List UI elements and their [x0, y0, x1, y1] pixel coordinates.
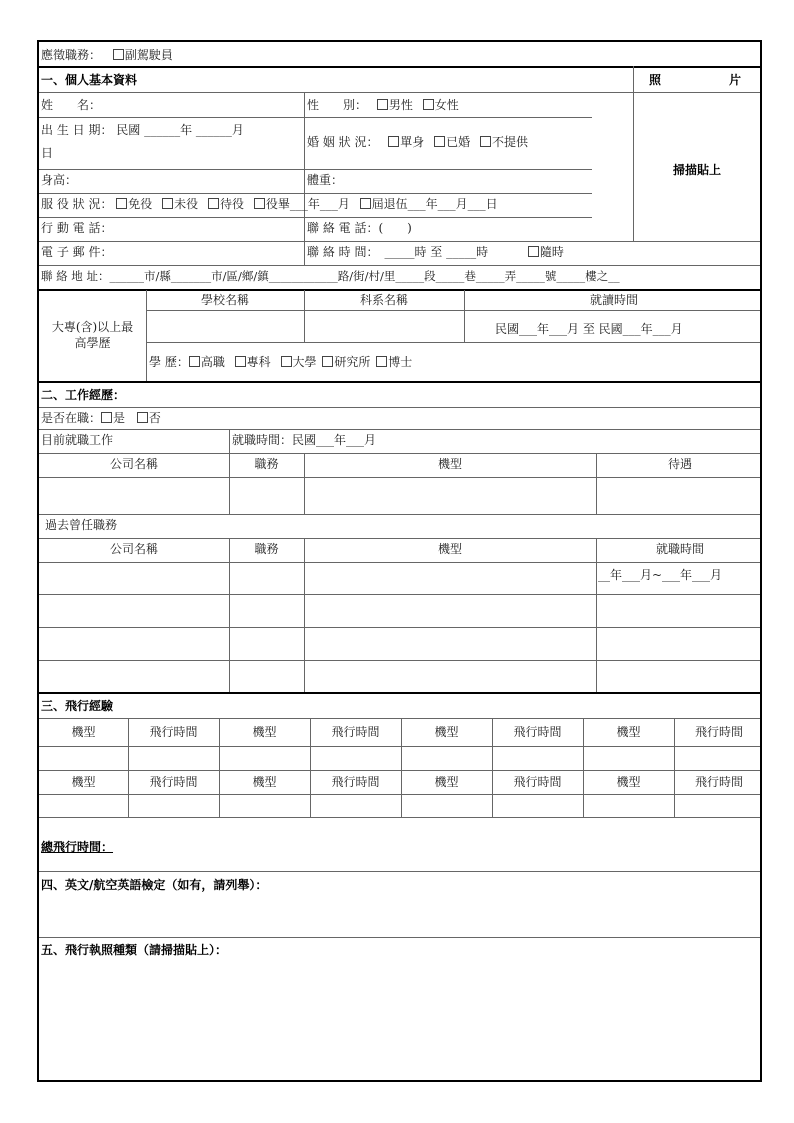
- height-label[interactable]: 身高：: [41, 173, 78, 187]
- section-english-title[interactable]: 四、英文/航空英語檢定（如有，請列舉）：: [41, 878, 268, 892]
- section-license-title[interactable]: 五、飛行執照種類（請掃描貼上）：: [41, 943, 228, 957]
- study-period-value[interactable]: 民國___年___月 至 民國___年___月: [495, 322, 683, 336]
- current-role-header: 職務: [254, 457, 279, 471]
- birth-date-label[interactable]: 出 生 日 期： 民國 ______年 ______月: [41, 123, 244, 137]
- past-model-header: 機型: [437, 542, 462, 556]
- no-info-label: 不提供: [491, 135, 528, 149]
- degree-label: 學 歷：: [149, 355, 189, 369]
- past-jobs-label: 過去曾任職務: [45, 518, 118, 532]
- section-work-title: 二、工作經歷：: [41, 388, 126, 402]
- male-checkbox[interactable]: [377, 99, 388, 110]
- flight-model-header-2: 機型: [252, 725, 277, 739]
- degree-3-checkbox[interactable]: [281, 356, 292, 367]
- employed-yes-checkbox[interactable]: [101, 412, 112, 423]
- mobile-label[interactable]: 行 動 電 話：: [41, 221, 113, 235]
- name-label: 姓 名：: [41, 98, 102, 112]
- past-period-header: 就職時間: [655, 542, 704, 556]
- not-served-label: 未役: [174, 197, 199, 211]
- photo-label-2: 片: [729, 73, 742, 87]
- flight-hours-header-2: 飛行時間: [331, 725, 380, 739]
- employed-field: [41, 411, 161, 425]
- current-company-header: 公司名稱: [109, 457, 158, 471]
- single-label: 單身: [400, 135, 425, 149]
- retire-label: 屆退伍___年___月___日: [371, 197, 498, 211]
- position-checkbox[interactable]: [113, 49, 124, 60]
- photo-area[interactable]: 掃描貼上: [673, 163, 722, 177]
- served-label: 役畢___年___月: [265, 197, 350, 211]
- photo-label-1: 照: [649, 73, 662, 87]
- flight-model-header-5: 機型: [71, 775, 96, 789]
- phone-label[interactable]: 聯 絡 電 話：( ): [307, 221, 412, 235]
- education-row-label-2: 高學歷: [74, 336, 111, 350]
- flight-hours-header-5: 飛行時間: [149, 775, 198, 789]
- marital-label: 婚 姻 狀 況：: [307, 135, 379, 149]
- degree-field: [149, 355, 412, 369]
- degree-5-checkbox[interactable]: [376, 356, 387, 367]
- female-label: 女性: [434, 98, 459, 112]
- military-label: 服 役 狀 況：: [41, 197, 113, 211]
- flight-model-header-4: 機型: [616, 725, 641, 739]
- position-field[interactable]: [41, 48, 173, 62]
- contact-time-label: 聯 絡 時 間： _____時 至 _____時: [307, 245, 489, 259]
- degree-2-label: 專科: [246, 355, 271, 369]
- anytime-checkbox[interactable]: [528, 246, 539, 257]
- section-flight-title: 三、飛行經驗: [41, 699, 114, 713]
- married-label: 已婚: [446, 135, 471, 149]
- degree-5-label: 博士: [388, 355, 413, 369]
- degree-3-label: 大學: [292, 355, 317, 369]
- flight-model-header-7: 機型: [434, 775, 459, 789]
- degree-1-label: 高職: [200, 355, 225, 369]
- degree-4-checkbox[interactable]: [322, 356, 333, 367]
- total-flight-time-label[interactable]: 總飛行時間：: [41, 840, 114, 854]
- employed-no-label: 否: [148, 411, 161, 425]
- single-checkbox[interactable]: [388, 136, 399, 147]
- position-option: 副駕駛員: [124, 48, 173, 62]
- married-checkbox[interactable]: [434, 136, 445, 147]
- address-label[interactable]: 聯 絡 地 址：______市/縣_______市/區/鄉/鎮____________路/街/村/里_____段_____巷_____弄_____號_____樓之__: [41, 269, 620, 283]
- email-label[interactable]: 電 子 郵 件：: [41, 245, 113, 259]
- position-label: 應徵職務：: [41, 48, 102, 62]
- flight-model-header-8: 機型: [616, 775, 641, 789]
- degree-2-checkbox[interactable]: [235, 356, 246, 367]
- current-model-header: 機型: [437, 457, 462, 471]
- dept-header: 科系名稱: [359, 293, 408, 307]
- school-header: 學校名稱: [200, 293, 249, 307]
- flight-hours-header-6: 飛行時間: [331, 775, 380, 789]
- female-checkbox[interactable]: [423, 99, 434, 110]
- served-checkbox[interactable]: [254, 198, 265, 209]
- retire-checkbox[interactable]: [360, 198, 371, 209]
- flight-hours-header-4: 飛行時間: [694, 725, 743, 739]
- flight-model-header-6: 機型: [252, 775, 277, 789]
- flight-hours-header-1: 飛行時間: [149, 725, 198, 739]
- flight-hours-header-8: 飛行時間: [694, 775, 743, 789]
- application-form: [37, 40, 762, 1082]
- pending-label: 待役: [219, 197, 244, 211]
- education-row-label-1: 大專(含)以上最: [51, 320, 134, 334]
- exempt-label: 免役: [128, 197, 153, 211]
- male-label: 男性: [388, 98, 413, 112]
- past-company-header: 公司名稱: [109, 542, 158, 556]
- flight-hours-header-7: 飛行時間: [513, 775, 562, 789]
- pending-checkbox[interactable]: [208, 198, 219, 209]
- employed-no-checkbox[interactable]: [137, 412, 148, 423]
- anytime-label: 隨時: [539, 245, 564, 259]
- no-info-checkbox[interactable]: [480, 136, 491, 147]
- current-job-time[interactable]: 就職時間：民國___年___月: [232, 433, 377, 447]
- employed-yes-label: 是: [113, 411, 126, 425]
- past-role-header: 職務: [254, 542, 279, 556]
- flight-model-header-1: 機型: [71, 725, 96, 739]
- weight-label[interactable]: 體重：: [307, 173, 344, 187]
- current-job-label: 目前就職工作: [41, 433, 114, 447]
- flight-hours-header-3: 飛行時間: [513, 725, 562, 739]
- not-served-checkbox[interactable]: [162, 198, 173, 209]
- exempt-checkbox[interactable]: [116, 198, 127, 209]
- current-pay-header: 待遇: [667, 457, 692, 471]
- degree-1-checkbox[interactable]: [189, 356, 200, 367]
- past-period-value[interactable]: __年___月~___年___月: [598, 568, 723, 582]
- flight-model-header-3: 機型: [434, 725, 459, 739]
- study-period-header: 就讀時間: [589, 293, 638, 307]
- employed-label: 是否在職：: [41, 411, 102, 425]
- gender-label: 性 別：: [307, 98, 368, 112]
- birth-day-label: 日: [41, 146, 54, 160]
- section-personal-title: 一、個人基本資料: [41, 73, 138, 87]
- degree-4-label: 研究所: [334, 355, 371, 369]
- military-field: [41, 197, 498, 211]
